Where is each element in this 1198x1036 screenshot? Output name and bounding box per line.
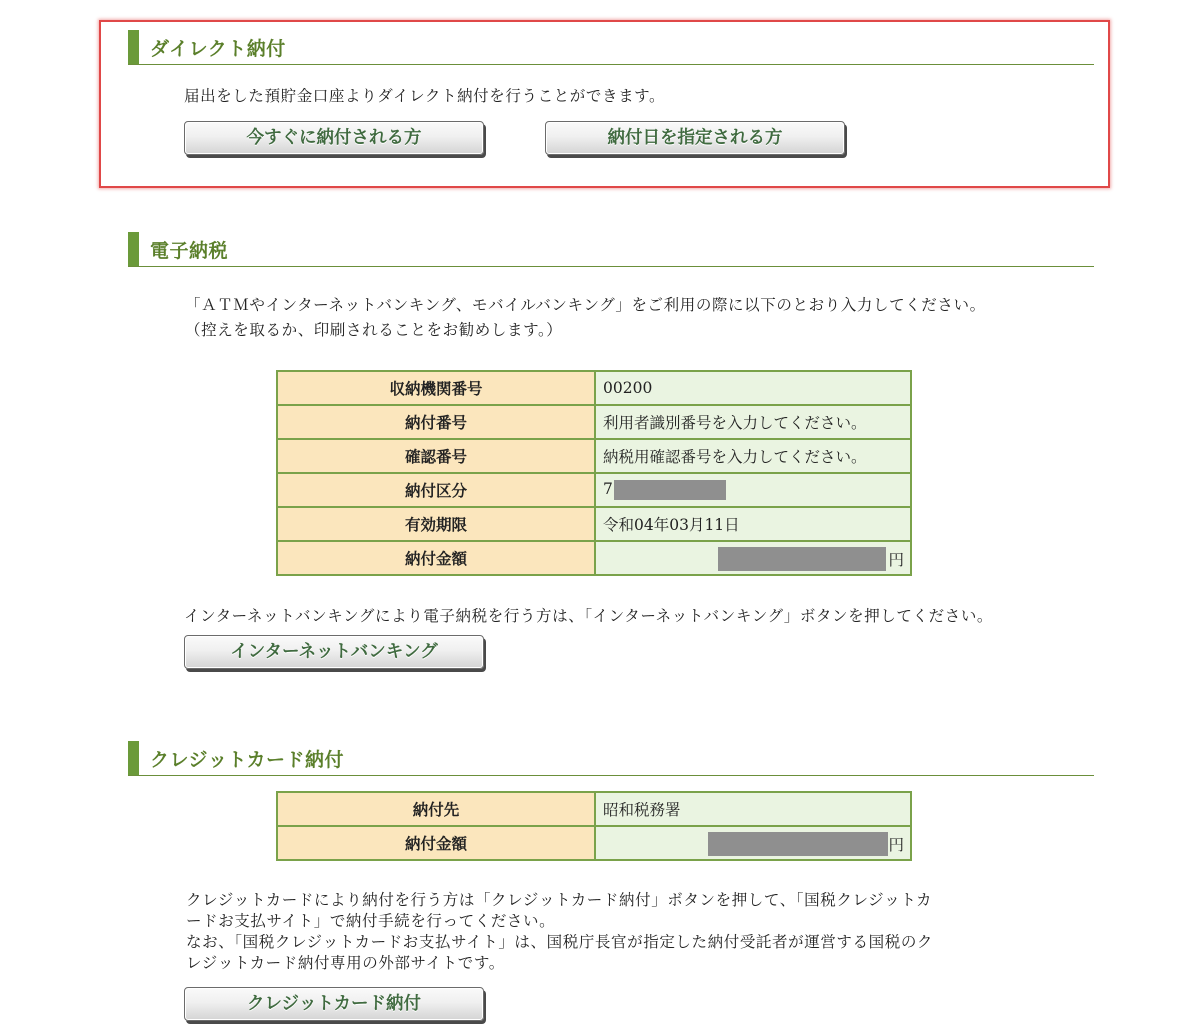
direct-description: 届出をした預貯金口座よりダイレクト納付を行うことができます。 [184, 87, 666, 105]
heading-bar [128, 741, 139, 775]
credit-info-table [276, 791, 912, 861]
section-heading-credit [128, 741, 1094, 776]
heading-title: ダイレクト納付 [150, 38, 286, 60]
yen-unit: 円 [888, 551, 904, 569]
table-row [277, 473, 911, 507]
table-row [277, 826, 911, 860]
row-value: 利用者識別番号を入力してください。 [595, 405, 911, 439]
heading-title: クレジットカード納付 [150, 749, 344, 771]
pay-now-button[interactable]: 今すぐに納付される方 [184, 121, 484, 155]
row-label: 納付金額 [277, 541, 595, 575]
row-value: 令和04年03月11日 [595, 507, 911, 541]
yen-unit: 円 [888, 836, 904, 854]
section-heading-direct [128, 30, 1094, 65]
section-heading-epay [128, 232, 1094, 267]
row-label: 納付先 [277, 792, 595, 826]
row-value: 昭和税務署 [595, 792, 911, 826]
row-label: 収納機関番号 [277, 371, 595, 405]
table-row [277, 405, 911, 439]
redacted-block [708, 832, 888, 856]
banking-note: インターネットバンキングにより電子納税を行う方は、「インターネットバンキング」ボタンを押してください。 [184, 607, 994, 625]
redacted-block [718, 547, 886, 571]
row-label: 納付区分 [277, 473, 595, 507]
row-label: 納付金額 [277, 826, 595, 860]
table-row [277, 507, 911, 541]
table-row [277, 439, 911, 473]
redacted-block [614, 480, 726, 500]
epay-info-table [276, 370, 912, 576]
amount-cell [595, 826, 911, 860]
heading-bar [128, 30, 139, 64]
table-row [277, 371, 911, 405]
credit-note-line3: なお、「国税クレジットカードお支払サイト」は、国税庁長官が指定した納付受託者が運営する国税のク [186, 933, 934, 951]
row-label: 有効期限 [277, 507, 595, 541]
row-label: 確認番号 [277, 439, 595, 473]
heading-bar [128, 232, 139, 266]
epay-description-line2: （控えを取るか、印刷されることをお勧めします。） [185, 321, 563, 339]
row-label: 納付番号 [277, 405, 595, 439]
row-value: 納税用確認番号を入力してください。 [595, 439, 911, 473]
amount-cell [595, 541, 911, 575]
table-row [277, 541, 911, 575]
heading-title: 電子納税 [150, 240, 229, 262]
row-value-masked [595, 473, 911, 507]
credit-note-line4: レジットカード納付専用の外部サイトです。 [186, 954, 505, 972]
pay-on-date-button[interactable]: 納付日を指定される方 [545, 121, 845, 155]
table-row [277, 792, 911, 826]
payment-category-prefix: 7 [603, 480, 613, 498]
epay-description-line1: 「ＡＴＭやインターネットバンキング、モバイルバンキング」をご利用の際に以下のとおり入力してください。 [185, 296, 986, 314]
credit-note-line2: ードお支払サイト」で納付手続を行ってください。 [186, 912, 556, 930]
credit-card-payment-button[interactable]: クレジットカード納付 [184, 987, 484, 1021]
row-value: 00200 [595, 371, 911, 405]
internet-banking-button[interactable]: インターネットバンキング [184, 635, 484, 669]
credit-note-line1: クレジットカードにより納付を行う方は「クレジットカード納付」ボタンを押して、「国税クレジットカ [186, 891, 933, 909]
